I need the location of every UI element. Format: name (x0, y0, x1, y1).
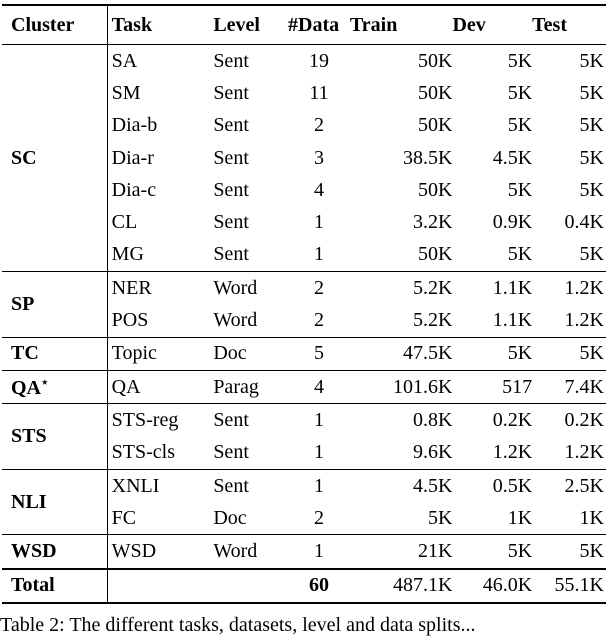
header-test: Test (532, 5, 606, 45)
train-cell: 3.2K (413, 211, 453, 234)
dev-cell: 1.2K (492, 441, 533, 464)
dev-cell: 517 (452, 370, 532, 403)
header-row (2, 5, 606, 45)
test-cell: 5K (579, 81, 604, 104)
task-cell: CL (111, 211, 138, 234)
data-count-cell: 19 (288, 45, 350, 78)
table-row (2, 469, 606, 502)
header-cluster: Cluster (2, 5, 107, 45)
level-cell: Word (213, 309, 258, 332)
dev-cell: 1.1K (492, 309, 533, 332)
train-cell: 50K (418, 81, 453, 104)
level-cell: Sent (213, 469, 288, 502)
train-cell: 5.2K (413, 309, 453, 332)
total-row (2, 569, 606, 603)
cluster-cell (2, 370, 107, 403)
task-cell: SM (111, 81, 141, 104)
train-cell: 5K (428, 506, 453, 529)
data-count-cell: 2 (313, 309, 324, 332)
train-cell: 50K (418, 178, 453, 201)
task-cell: STS-reg (107, 404, 213, 437)
test-cell: 5K (579, 146, 604, 169)
data-count-cell: 2 (313, 114, 324, 137)
data-count-cell: 4 (313, 178, 324, 201)
dev-cell: 0.5K (452, 469, 532, 502)
dev-cell: 0.9K (492, 211, 533, 234)
dev-cell: 0.2K (452, 404, 532, 437)
data-count-cell: 2 (313, 506, 324, 529)
header-level: Level (213, 5, 288, 45)
cluster-label: SP (11, 292, 35, 315)
train-cell: 50K (350, 45, 453, 78)
table-body (2, 45, 606, 604)
train-cell: 4.5K (350, 469, 453, 502)
level-cell: Doc (213, 337, 288, 370)
header-task: Task (107, 5, 213, 45)
table-caption: Table 2: The different tasks, datasets, level and data splits... (0, 614, 476, 636)
level-cell: Parag (213, 370, 288, 403)
test-cell: 0.4K (564, 211, 604, 234)
test-cell: 1K (579, 506, 604, 529)
table-row (2, 404, 606, 437)
cluster-cell (2, 337, 107, 370)
level-cell: Sent (213, 114, 249, 137)
task-cell: Dia-b (111, 114, 158, 137)
total-data: 60 (288, 569, 350, 603)
total-train: 487.1K (350, 569, 453, 603)
test-cell: 5K (532, 45, 606, 78)
cluster-label: WSD (11, 540, 57, 563)
header-data: #Data (288, 5, 350, 45)
task-cell: WSD (107, 535, 213, 569)
data-count-cell: 2 (288, 272, 350, 305)
task-cell: XNLI (107, 469, 213, 502)
train-cell: 50K (418, 243, 453, 266)
dev-cell: 5K (452, 535, 532, 569)
dev-cell: 5K (452, 337, 532, 370)
cluster-cell (2, 45, 107, 272)
total-task-empty (107, 569, 213, 603)
level-cell: Doc (213, 506, 247, 529)
test-cell: 5K (532, 535, 606, 569)
dev-cell: 5K (507, 178, 533, 201)
task-cell: STS-cls (111, 441, 176, 464)
cluster-label: SC (11, 146, 37, 169)
task-cell: FC (111, 506, 137, 529)
test-cell: 7.4K (532, 370, 606, 403)
train-cell: 0.8K (350, 404, 453, 437)
test-cell: 5K (532, 337, 606, 370)
test-cell: 1.2K (564, 441, 604, 464)
cluster-label: STS (11, 425, 47, 448)
task-cell: POS (111, 309, 149, 332)
cluster-cell (2, 272, 107, 338)
train-cell: 21K (350, 535, 453, 569)
level-cell: Word (213, 272, 288, 305)
train-cell: 38.5K (403, 146, 453, 169)
data-count-cell: 1 (288, 404, 350, 437)
dev-cell: 5K (507, 243, 533, 266)
total-label: Total (2, 569, 107, 603)
cluster-label: NLI (11, 490, 47, 513)
header-dev: Dev (452, 5, 532, 45)
train-cell: 9.6K (413, 441, 453, 464)
cluster-mark: ⋆ (41, 374, 49, 389)
train-cell: 101.6K (350, 370, 453, 403)
table-row (2, 370, 606, 403)
cluster-cell (2, 535, 107, 569)
level-cell: Word (213, 535, 288, 569)
total-test: 55.1K (532, 569, 606, 603)
total-level-empty (213, 569, 288, 603)
data-table (2, 4, 606, 604)
train-cell: 47.5K (350, 337, 453, 370)
data-count-cell: 1 (313, 243, 324, 266)
test-cell: 0.2K (532, 404, 606, 437)
test-cell: 5K (579, 178, 604, 201)
dev-cell: 5K (452, 45, 532, 78)
level-cell: Sent (213, 178, 249, 201)
total-dev: 46.0K (452, 569, 532, 603)
task-cell: SA (107, 45, 213, 78)
cluster-label: TC (11, 342, 39, 365)
task-cell: NER (107, 272, 213, 305)
data-count-cell: 11 (309, 81, 329, 104)
level-cell: Sent (213, 441, 249, 464)
table-row (2, 272, 606, 305)
train-cell: 50K (418, 114, 453, 137)
level-cell: Sent (213, 146, 249, 169)
data-count-cell: 1 (313, 441, 324, 464)
dev-cell: 1.1K (452, 272, 532, 305)
level-cell: Sent (213, 81, 249, 104)
data-count-cell: 1 (313, 211, 324, 234)
level-cell: Sent (213, 243, 249, 266)
task-cell: Dia-c (111, 178, 157, 201)
data-count-cell: 5 (288, 337, 350, 370)
cluster-label: QA (11, 376, 41, 399)
test-cell: 5K (579, 114, 604, 137)
dev-cell: 5K (507, 114, 533, 137)
header-train: Train (350, 5, 453, 45)
cluster-cell (2, 469, 107, 535)
data-count-cell: 4 (288, 370, 350, 403)
table-row (2, 535, 606, 569)
data-count-cell: 1 (288, 469, 350, 502)
dev-cell: 5K (507, 81, 533, 104)
table-row (2, 337, 606, 370)
task-cell: Topic (107, 337, 213, 370)
data-count-cell: 3 (313, 146, 324, 169)
train-cell: 5.2K (350, 272, 453, 305)
dev-cell: 4.5K (492, 146, 533, 169)
data-count-cell: 1 (288, 535, 350, 569)
cluster-cell (2, 404, 107, 470)
level-cell: Sent (213, 45, 288, 78)
level-cell: Sent (213, 211, 249, 234)
table-row (2, 45, 606, 78)
test-cell: 2.5K (532, 469, 606, 502)
task-cell: QA (107, 370, 213, 403)
test-cell: 1.2K (564, 309, 604, 332)
dev-cell: 1K (507, 506, 533, 529)
test-cell: 5K (579, 243, 604, 266)
task-cell: MG (111, 243, 144, 266)
level-cell: Sent (213, 404, 288, 437)
task-cell: Dia-r (111, 146, 154, 169)
test-cell: 1.2K (532, 272, 606, 305)
